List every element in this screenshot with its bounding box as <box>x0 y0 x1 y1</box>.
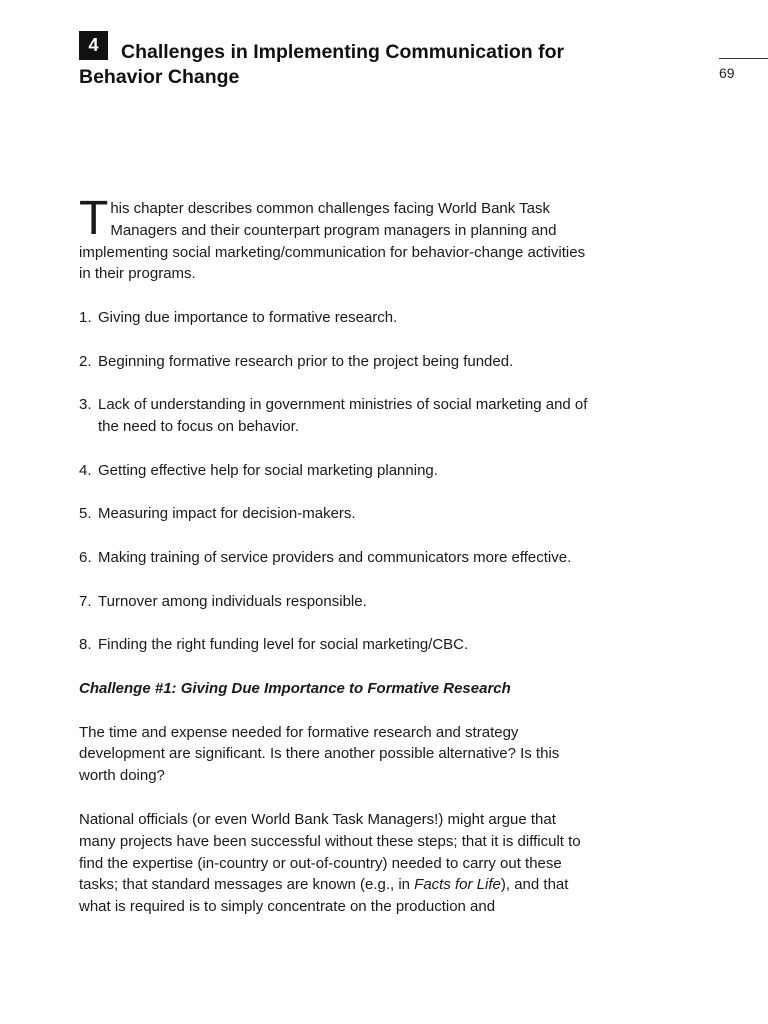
list-item-number: 8. <box>79 636 92 654</box>
paragraph-text: ), and that what is required is to simply concentrate on the production and <box>79 876 569 916</box>
list-item-number: 1. <box>79 309 92 327</box>
intro-text: his chapter describes common challenges facing World Bank Task Managers and their counterpart program managers in planning and implementing social marketing/communication for behavior-change activities in their programs. <box>79 200 586 283</box>
list-item <box>79 394 594 438</box>
list-item-text: Turnover among individuals responsible. <box>98 592 367 610</box>
list-item <box>79 460 594 482</box>
list-item-number: 2. <box>79 352 92 370</box>
intro-paragraph <box>79 192 594 285</box>
list-item-text: Beginning formative research prior to the project being funded. <box>98 352 514 370</box>
header-rule <box>719 58 768 59</box>
list-item-number: 7. <box>79 592 92 610</box>
list-item-number: 6. <box>79 548 92 566</box>
list-item-text: Giving due importance to formative research. <box>98 309 398 327</box>
list-item-text: Measuring impact for decision-makers. <box>98 505 356 523</box>
list-item-number: 4. <box>79 461 92 479</box>
list-item <box>79 634 594 656</box>
list-item <box>79 307 594 329</box>
page-number: 69 <box>719 65 735 81</box>
paragraph-text: National officials (or even World Bank Task Managers!) might argue that many projects have been successful without these steps; that it is difficult to find the expertise (in-country or out-of-country) needed to carry out these tasks; that standard messages are known (e.g., in <box>79 810 581 894</box>
list-item-text: Lack of understanding in government ministries of social marketing and of the need to focus on behavior. <box>98 396 588 436</box>
publication-title: Facts for Life <box>414 876 501 894</box>
chapter-title: Challenges in Implementing Communication for Behavior Change <box>79 41 565 88</box>
paragraph <box>79 809 594 918</box>
list-item <box>79 591 594 613</box>
challenge-list <box>79 307 594 656</box>
list-item <box>79 503 594 525</box>
list-item-text: Making training of service providers and communicators more effective. <box>98 548 572 566</box>
chapter-number-badge: 4 <box>79 31 108 60</box>
body-text <box>79 192 594 940</box>
section-heading: Challenge #1: Giving Due Importance to Formative Research <box>79 679 511 697</box>
list-item-text: Finding the right funding level for social marketing/CBC. <box>98 636 469 654</box>
drop-cap: T <box>79 192 109 245</box>
list-item-number: 5. <box>79 505 92 523</box>
list-item <box>79 351 594 373</box>
list-item-text: Getting effective help for social marketing planning. <box>98 461 438 479</box>
paragraph: The time and expense needed for formative research and strategy development are significant. Is there another possible alternative? Is this worth doing? <box>79 723 560 785</box>
list-item <box>79 547 594 569</box>
list-item-number: 3. <box>79 396 92 414</box>
